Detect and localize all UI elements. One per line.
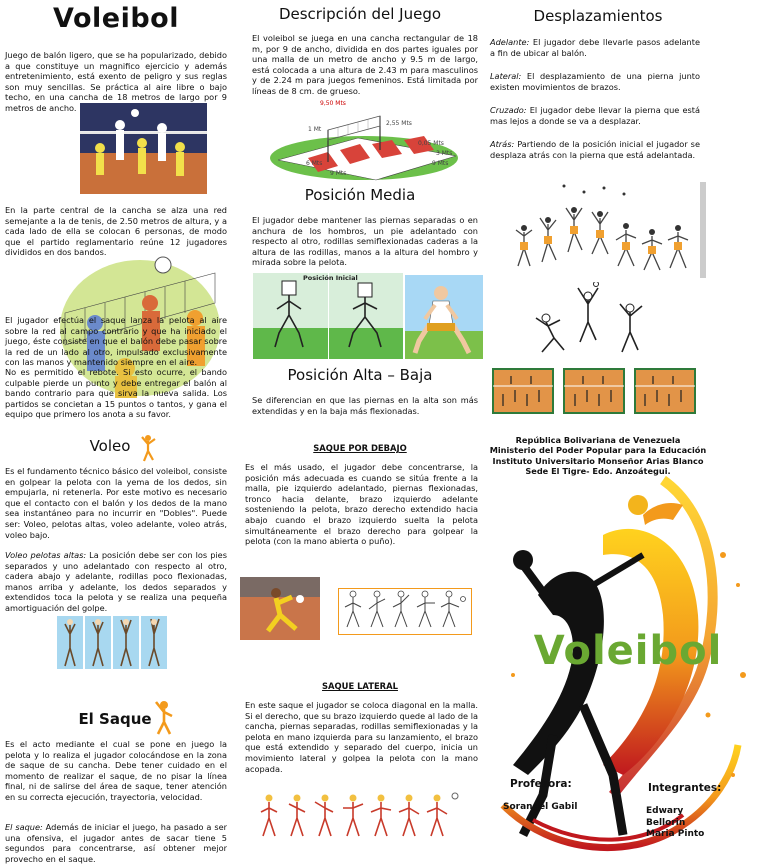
position-initial-illustration [253, 273, 403, 359]
voleo-title: Voleo [89, 437, 131, 455]
court-label-4: 3 Mts [436, 150, 453, 157]
inst-line-1: Ministerio del Poder Popular para la Educación [489, 445, 707, 456]
desp-item-1 [490, 71, 700, 92]
court-label-1: 2,55 Mts [386, 120, 412, 127]
saque-abajo-title: SAQUE POR DEBAJO [313, 443, 407, 453]
inst-line-3: Sede El Tigre- Edo. Anzoátegui. [525, 466, 671, 477]
saque-text-2 [5, 822, 227, 864]
desp-item-0-text: El jugador debe llevarle pasos adelante a fin de ubicar al balón. [490, 37, 700, 58]
volleyball-match-photo [80, 103, 207, 194]
desp-item-3 [490, 139, 700, 160]
saque-text: Es el acto mediante el cual se pone en juego la pelota y lo realiza el jugador colocándose en la zona de saque de su cancha. Debe tener cuidado en el momento de realizar el saque, de no pisar la línea final, ni de salirse del área de saque, tener atención en su correcta ejecución, trayectoria, velocidad. [5, 739, 227, 802]
voleo-sequence-illustration [57, 616, 169, 669]
desp-title: Desplazamientos [533, 7, 663, 25]
inst-line-0: República Bolivariana de Venezuela [515, 435, 681, 445]
desp-item-2-text: El jugador debe llevar la pierna que está mas lejos a donde se va a desplazar. [490, 105, 700, 126]
intro-text: Juego de balón ligero, que se ha popularizado, debido a que constituye un magnifico ejercicio y además entretenimiento, está exento de peligro y sus reglas son muy sencillas. Se práctica al aire libre o bajo techo, en una cancha de 18 metros de largo por 9 metros de ancho. [5, 50, 227, 113]
desp-item-0 [490, 37, 700, 58]
voleo-alto-body: La posición debe ser con los pies separados y uno adelantado con respecto al otro, cadera abajo y adelante, rodillas poco flexionadas, manos arriba y adelante, los dedos separados y extendidos toca la pelota y se realiza una pequeña amortiguación del golpe. [5, 550, 227, 613]
serve-sequence-illustration [338, 588, 472, 635]
left-panel [0, 0, 232, 866]
desp-item-1-label: Lateral: [490, 71, 522, 81]
lateral-serve-sequence [257, 790, 467, 840]
middle-panel [240, 0, 480, 866]
saque-player-icon [152, 700, 176, 736]
profesora-name: Sorangel Gabil [503, 802, 578, 812]
court-label-6: 6 Mts [306, 160, 323, 167]
integrante-1: Bellorin [646, 817, 686, 828]
voleo-alto-label: Voleo pelotas altas: [5, 550, 87, 560]
desp-item-0-label: Adelante: [490, 37, 530, 47]
court-label-5: 9 Mts [432, 160, 449, 167]
media-text: El jugador debe mantener las piernas separadas o en anchura de los hombros, un pie adelantado con respecto al otro, rodillas semiflexionadas caderas a la altura de las rodillas, manos a la altura del hombro y mirada sobre la pelota. [252, 215, 478, 268]
movement-sequence-illustration [504, 182, 708, 278]
rules-text: No es permitido el rebote. Si esto ocurre, el bando culpable pierde un punto y debe entregar el balón al bando contrario para que sirva la nueva salida. Los partidos se concietan a 15 puntos o tantos, y gana el equipo que primero los anota a su favor. [5, 367, 227, 420]
saque-body-2: Además de iniciar el juego, ha pasado a ser una ofensiva, el jugador antes de sacar tiene 5 segundos para concentrarse, así obtener mejor provecho en el saque. [5, 822, 227, 864]
integrantes-list [646, 806, 704, 841]
integrante-0: Edwary [646, 806, 684, 816]
integrante-2: Maria Pinto [646, 829, 705, 839]
desp-item-2-label: Cruzado: [490, 105, 527, 115]
desp-item-3-label: Atrás: [490, 139, 515, 149]
cover-title: Voleibol [533, 628, 723, 674]
player-stance-illustration [405, 275, 483, 359]
main-title: Voleibol [53, 3, 179, 34]
desp-item-1-text: El desplazamiento de una pierna junto existen movimientos de brazos. [490, 71, 700, 92]
court-diagram [268, 100, 460, 182]
court-formations-illustration [491, 366, 698, 416]
media-title: Posición Media [304, 186, 416, 204]
saque-label: El saque: [5, 822, 43, 832]
serve-text: El jugador efectúa el saque lanza la pelota al aire sobre la red al campo contrario y que ha iniciado el juego, éste consiste en que el balón debe pasar sobre la red de un lado al otro, impulsado exclusivamente con las manos y mantenido siempre en el aire. [5, 315, 227, 368]
institution-block [488, 435, 708, 477]
desc-title: Descripción del Juego [278, 5, 442, 23]
voleo-player-icon [140, 434, 160, 462]
desp-item-2 [490, 105, 700, 126]
court-text: En la parte central de la cancha se alza una red semejante a la de tenis, de 2.50 metros de altura, y a cada lado de ella se colocan 6 personas, de modo que el partido reglamentario reúne 12 jugadores divididos en dos bandos. [5, 205, 227, 258]
court-label-2: 1 Mt [308, 126, 322, 133]
desp-item-3-text: Partiendo de la posición inicial el jugador se desplaza atrás con la pierna que está adelantada. [490, 139, 700, 160]
serve-photo [240, 577, 320, 640]
integrantes-label: Integrantes: [648, 782, 722, 794]
alta-title: Posición Alta – Baja [287, 366, 433, 384]
court-label-0: 9,50 Mts [320, 100, 346, 107]
alta-text: Se diferencian en que las piernas en la alta son más extendidas y en la baja más flexionadas. [252, 395, 478, 416]
saque-lateral-title: SAQUE LATERAL [322, 681, 398, 691]
jump-players-illustration [526, 282, 656, 360]
saque-lateral-text: En este saque el jugador se coloca diagonal en la malla. Si el derecho, que su brazo izquierdo quede al lado de la cancha, piernas separadas, rodillas semiflexionadas y la pelota en mano izquierda para su lanzamiento, el brazo que está extendido y separado del cuerpo, inicia un movimiento lateral y golpea la pelota con la mano acopada. [245, 700, 478, 774]
saque-title: El Saque [78, 710, 152, 728]
voleo-alto-text [5, 550, 227, 614]
voleo-text: Es el fundamento técnico básico del voleibol, consiste en golpear la pelota con la yema de los dedos, sin empujarla, ni retenerla. Por este motivo es necesario que el contacto con el balón y los dedos de la mano sea instantáneo para no incurrir en "Dobles". Puede ser: Voleo, pelotas altas, voleo adelante, voleo atrás, voleo bajo. [5, 466, 227, 540]
inst-line-2: Instituto Universitario Monseñor Arias Blanco [492, 455, 704, 466]
court-label-7: 9 Mts [330, 170, 347, 177]
saque-abajo-text: Es el más usado, el jugador debe concentrarse, la posición más adecuada es cuando se sitúa frente a la malla, pie izquierdo adelantado, piernas flexionadas, tronco hacia delante, brazo izquierdo adelante sosteniendo la pelota, brazo derecho extendido hacia abajo cuando el brazo izquierdo suelta la pelota simultáneamente el brazo derecho para golpear la pelota (con la mano abierta o puño). [245, 462, 478, 547]
desc-text: El voleibol se juega en una cancha rectangular de 18 m, por 9 de ancho, dividida en dos partes iguales por una malla de un metro de ancho y 9.5 m de largo, está colocada a una altura de 2.43 m para masculinos y de 2.24 m para juegos femeninos. Está limitada por líneas de 8 cm. de grueso. [252, 33, 478, 96]
court-label-3: 0,05 Mts [418, 140, 444, 147]
profesora-label: Profesora: [510, 778, 572, 790]
pos-inicial-label: Posición Inicial [303, 274, 358, 282]
right-panel [488, 0, 768, 866]
